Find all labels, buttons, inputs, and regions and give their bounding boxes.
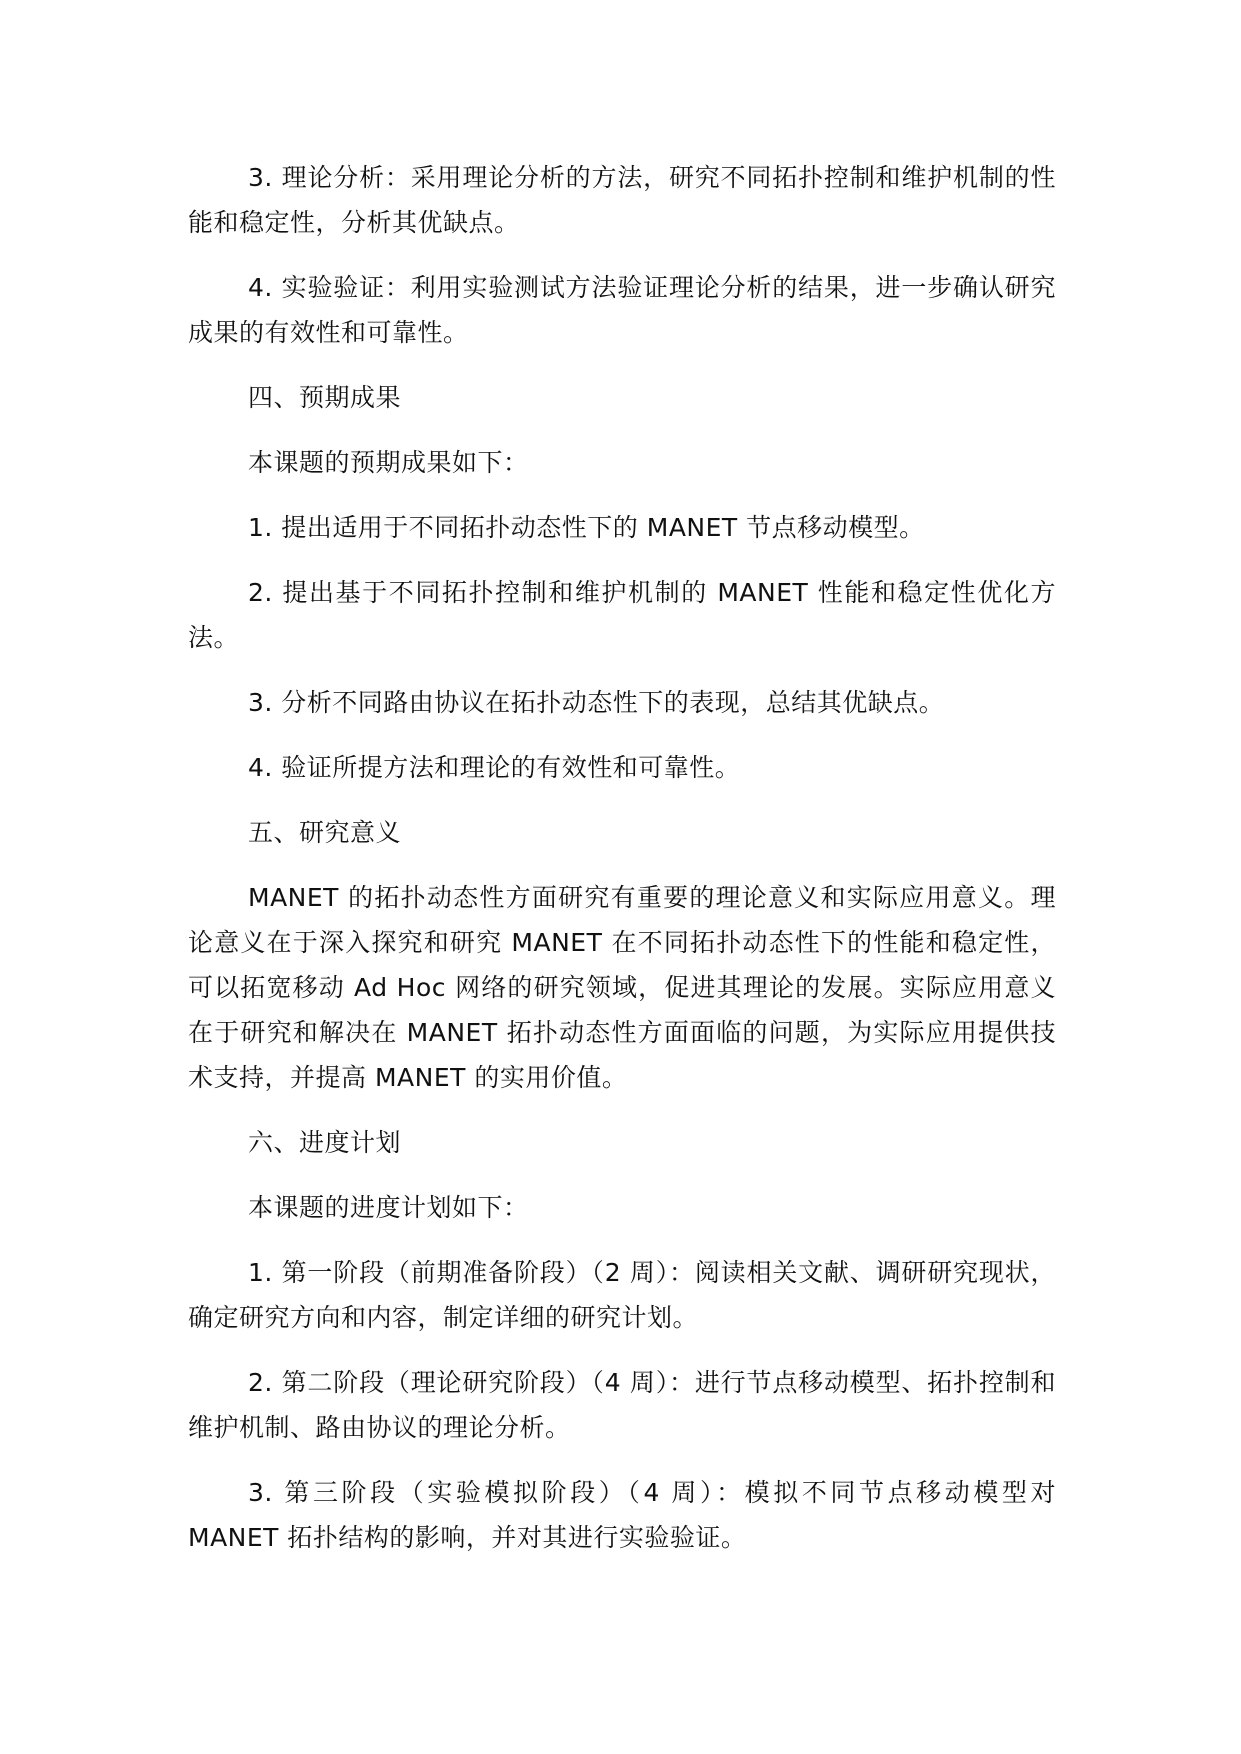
list-item-result-1: 1. 提出适用于不同拓扑动态性下的 MANET 节点移动模型。	[248, 513, 925, 542]
paragraph-experiment-verification: 4. 实验验证：利用实验测试方法验证理论分析的结果，进一步确认研究成果的有效性和可靠性。	[188, 273, 1056, 347]
section-heading-expected-results: 四、预期成果	[248, 383, 402, 412]
section-heading-schedule: 六、进度计划	[248, 1128, 402, 1157]
list-item-result-2: 2. 提出基于不同拓扑控制和维护机制的 MANET 性能和稳定性优化方法。	[188, 578, 1056, 652]
paragraph-significance: MANET 的拓扑动态性方面研究有重要的理论意义和实际应用意义。理论意义在于深入探究和研究 MANET 在不同拓扑动态性下的性能和稳定性，可以拓宽移动 Ad Hoc 网络的研究领域，促进其理论的发展。实际应用意义在于研究和解决在 MANET 拓扑动态性方面面临的问题，为实际应用提供技术支持，并提高 MANET 的实用价值。	[188, 883, 1056, 1092]
paragraph-expected-results-intro: 本课题的预期成果如下：	[248, 448, 529, 477]
document-body	[188, 155, 1056, 1580]
paragraph-theory-analysis: 3. 理论分析：采用理论分析的方法，研究不同拓扑控制和维护机制的性能和稳定性，分析其优缺点。	[188, 163, 1056, 237]
list-item-phase-1: 1. 第一阶段（前期准备阶段）（2 周）：阅读相关文献、调研研究现状，确定研究方向和内容，制定详细的研究计划。	[188, 1258, 1056, 1332]
list-item-result-3: 3. 分析不同路由协议在拓扑动态性下的表现，总结其优缺点。	[248, 688, 945, 717]
section-heading-significance: 五、研究意义	[248, 818, 402, 847]
list-item-phase-2: 2. 第二阶段（理论研究阶段）（4 周）：进行节点移动模型、拓扑控制和维护机制、路由协议的理论分析。	[188, 1368, 1056, 1442]
paragraph-schedule-intro: 本课题的进度计划如下：	[248, 1193, 529, 1222]
list-item-phase-3: 3. 第三阶段（实验模拟阶段）（4 周）：模拟不同节点移动模型对 MANET 拓扑结构的影响，并对其进行实验验证。	[188, 1478, 1056, 1552]
list-item-result-4: 4. 验证所提方法和理论的有效性和可靠性。	[248, 753, 741, 782]
